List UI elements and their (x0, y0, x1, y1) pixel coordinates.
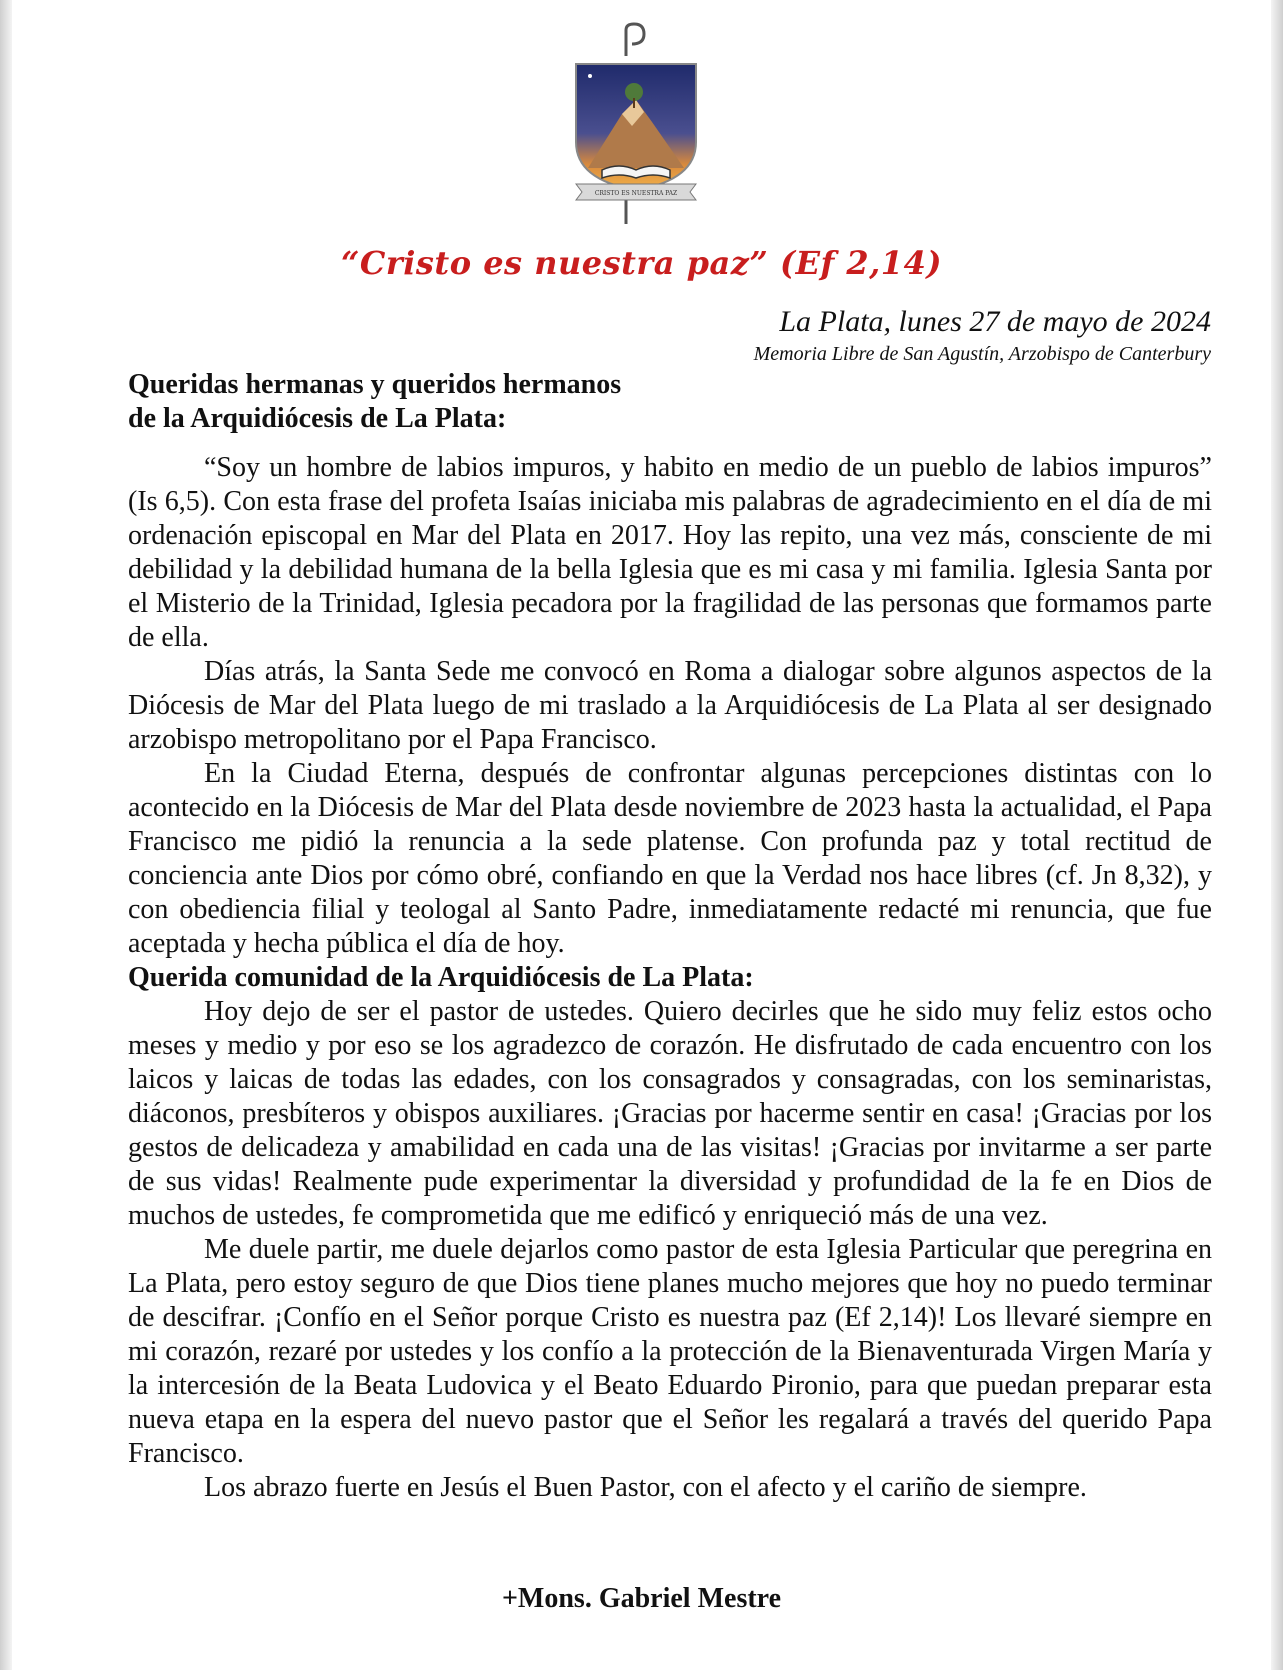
community-heading: Querida comunidad de la Arquidiócesis de La Plata: (128, 962, 754, 993)
crest-banner-text: CRISTO ES NUESTRA PAZ (594, 190, 678, 197)
memorial-line: Memoria Libre de San Agustín, Arzobispo de Canterbury (753, 343, 1211, 365)
salutation (128, 368, 828, 436)
episcopal-coat-of-arms-icon (574, 22, 698, 244)
date-line: La Plata, lunes 27 de mayo de 2024 (779, 305, 1211, 338)
paragraph-5: Me duele partir, me duele dejarlos como pastor de esta Iglesia Particular que peregrina en La Plata, pero estoy seguro de que Dios tiene planes mucho mejores que hoy no puedo terminar de descifrar. ¡Confío en el Señor porque Cristo es nuestra paz (Ef 2,14)! Los llevaré siempre en mi corazón, rezaré por ustedes y los confío a la protección de la Bienaventurada Virgen María y la intercesión de la Beata Ludovica y el Beato Eduardo Pironio, para que puedan preparar esta nueva etapa en la espera del nuevo pastor que el Señor les regalará a través del querido Papa Francisco. (128, 1234, 1212, 1469)
paragraph-1: “Soy un hombre de labios impuros, y habito en medio de un pueblo de labios impuros” (Is 6,5). Con esta frase del profeta Isaías iniciaba mis palabras de agradecimiento en el día de mi ordenación episcopal en Mar del Plata en 2017. Hoy las repito, una vez más, consciente de mi debilidad y la debilidad humana de la bella Iglesia que es mi casa y mi familia. Iglesia Santa por el Misterio de la Trinidad, Iglesia pecadora por la fragilidad de las personas que formamos parte de ella. (128, 452, 1212, 653)
paragraph-2: Días atrás, la Santa Sede me convocó en Roma a dialogar sobre algunos aspectos de la Diócesis de Mar del Plata luego de mi traslado a la Arquidiócesis de La Plata al ser designado arzobispo metropolitano por el Papa Francisco. (128, 656, 1212, 755)
salutation-line-1: Queridas hermanas y queridos hermanos (128, 369, 622, 400)
paragraph-6: Los abrazo fuerte en Jesús el Buen Pastor, con el afecto y el cariño de siempre. (204, 1472, 1087, 1503)
paragraph-4: Hoy dejo de ser el pastor de ustedes. Quiero decirles que he sido muy feliz estos ocho meses y medio y por eso se los agradezco de corazón. He disfrutado de cada encuentro con los laicos y laicas de todas las edades, con los consagrados y consagradas, con los seminaristas, diáconos, presbíteros y obispos auxiliares. ¡Gracias por hacerme sentir en casa! ¡Gracias por los gestos de delicadeza y amabilidad en cada una de las visitas! ¡Gracias por invitarme a ser parte de sus vidas! Realmente pude experimentar la diversidad y profundidad de la fe en Dios de muchos de ustedes, fe comprometida que me edificó y enriqueció más de una vez. (128, 996, 1212, 1231)
motto: “Cristo es nuestra paz” (Ef 2,14) (341, 244, 942, 282)
paragraph-3: En la Ciudad Eterna, después de confrontar algunas percepciones distintas con lo acontecido en la Diócesis de Mar del Plata desde noviembre de 2023 hasta la actualidad, el Papa Francisco me pidió la renuncia a la sede platense. Con profunda paz y total rectitud de conciencia ante Dios por cómo obré, confiando en que la Verdad nos hace libres (cf. Jn 8,32), y con obediencia filial y teologal al Santo Padre, inmediatamente redacté mi renuncia, que fue aceptada y hecha pública el día de hoy. (128, 758, 1212, 959)
letter-body (128, 451, 1212, 1505)
signature: +Mons. Gabriel Mestre (501, 1583, 782, 1614)
salutation-line-2: de la Arquidiócesis de La Plata: (128, 403, 507, 434)
